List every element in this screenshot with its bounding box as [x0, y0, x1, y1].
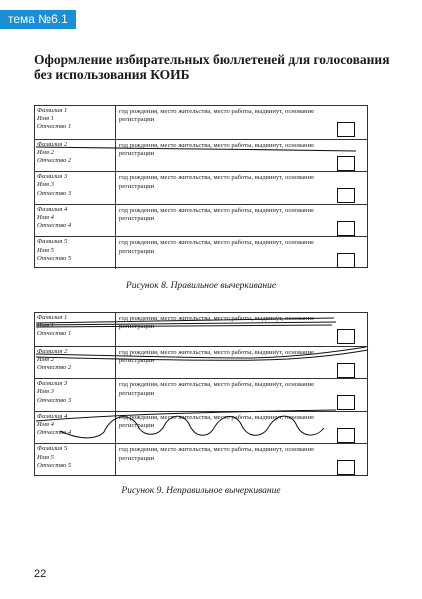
- ballot-row: [35, 313, 367, 346]
- candidate-name: Имя 4: [37, 420, 54, 428]
- page-number: 22: [34, 568, 47, 580]
- vote-checkbox[interactable]: [337, 253, 355, 268]
- ballot-row: [35, 411, 367, 444]
- candidate-name: Имя 2: [37, 355, 54, 363]
- vote-checkbox[interactable]: [337, 122, 355, 137]
- vote-checkbox[interactable]: [337, 221, 355, 236]
- vote-checkbox[interactable]: [337, 428, 355, 443]
- candidate-description: год рождения, место жительства, место работы, выдвинут, основание регистрации: [119, 239, 315, 255]
- column-divider: [115, 313, 116, 346]
- candidate-names: [37, 141, 115, 166]
- candidate-description: год рождения, место жительства, место работы, выдвинут, основание регистрации: [119, 206, 315, 223]
- ballot-row: [35, 443, 367, 476]
- ballot-row: [35, 106, 367, 139]
- candidate-surname: Фамилия 4: [37, 412, 68, 420]
- candidate-surname: Фамилия 5: [37, 238, 68, 246]
- candidate-patronymic: Отчество 1: [37, 330, 72, 338]
- candidate-name: Имя 4: [37, 213, 54, 221]
- candidate-patronymic: Отчество 4: [37, 222, 72, 230]
- candidate-description: год рождения, место жительства, место работы, выдвинут, основание регистрации: [119, 141, 315, 157]
- candidate-description: год рождения, место жительства, место работы, выдвинут, основание регистрации: [119, 446, 315, 462]
- vote-checkbox[interactable]: [337, 188, 355, 203]
- candidate-name: Имя 5: [37, 246, 54, 254]
- candidate-surname: Фамилия 1: [37, 314, 68, 321]
- candidate-names: [37, 173, 115, 198]
- candidate-names: [37, 314, 115, 339]
- column-divider: [115, 140, 116, 172]
- candidate-names: [37, 238, 115, 263]
- candidate-name: Имя 1: [37, 322, 54, 330]
- candidate-patronymic: Отчество 4: [37, 429, 72, 437]
- ballot-correct: [34, 105, 368, 268]
- topic-tab: тема №6.1: [0, 10, 76, 29]
- candidate-surname: Фамилия 2: [37, 140, 68, 148]
- page-title: Оформление избирательных бюллетеней для голосования без использования КОИБ: [34, 52, 390, 82]
- column-divider: [115, 106, 116, 139]
- vote-checkbox[interactable]: [337, 156, 355, 171]
- candidate-patronymic: Отчество 2: [37, 157, 72, 164]
- candidate-description: год рождения, место жительства, место работы, выдвинут, основание регистрации: [119, 381, 315, 397]
- candidate-names: [37, 380, 115, 405]
- column-divider: [115, 347, 116, 379]
- candidate-names: [37, 348, 115, 373]
- candidate-name: Имя 2: [37, 148, 54, 156]
- vote-checkbox[interactable]: [337, 329, 355, 344]
- candidate-description: год рождения, место жительства, место работы, выдвинут, основание регистрации: [119, 348, 315, 364]
- column-divider: [115, 412, 116, 444]
- column-divider: [115, 237, 116, 269]
- candidate-patronymic: Отчество 2: [37, 364, 72, 371]
- candidate-name: Имя 3: [37, 181, 54, 189]
- ballot-row: [35, 171, 367, 204]
- candidate-surname: Фамилия 4: [37, 205, 68, 213]
- candidate-description: год рождения, место жительства, место работы, выдвинут, основание регистрации: [119, 315, 315, 331]
- candidate-names: [37, 107, 115, 132]
- candidate-patronymic: Отчество 5: [37, 461, 72, 469]
- candidate-surname: Фамилия 3: [37, 380, 68, 388]
- candidate-name: Имя 1: [37, 115, 54, 123]
- candidate-name: Имя 3: [37, 388, 54, 396]
- ballot-row: [35, 346, 367, 379]
- ballot-row: [35, 204, 367, 237]
- figure-caption: Рисунок 9. Неправильное вычеркивание: [121, 486, 281, 496]
- candidate-surname: Фамилия 1: [37, 107, 68, 114]
- column-divider: [115, 379, 116, 411]
- column-divider: [115, 205, 116, 237]
- vote-checkbox[interactable]: [337, 363, 355, 378]
- candidate-description: год рождения, место жительства, место работы, выдвинут, основание регистрации: [119, 413, 315, 430]
- ballot-row: [35, 139, 367, 172]
- candidate-description: год рождения, место жительства, место работы, выдвинут, основание регистрации: [119, 174, 315, 190]
- candidate-patronymic: Отчество 5: [37, 254, 72, 262]
- ballot-row: [35, 236, 367, 269]
- candidate-patronymic: Отчество 3: [37, 189, 72, 197]
- candidate-names: [37, 413, 115, 438]
- candidate-patronymic: Отчество 1: [37, 123, 72, 131]
- candidate-surname: Фамилия 5: [37, 445, 68, 453]
- candidate-surname: Фамилия 3: [37, 173, 68, 181]
- ballot-incorrect: [34, 312, 368, 476]
- vote-checkbox[interactable]: [337, 460, 355, 475]
- column-divider: [115, 444, 116, 476]
- candidate-surname: Фамилия 2: [37, 347, 68, 355]
- candidate-patronymic: Отчество 3: [37, 396, 72, 404]
- candidate-names: [37, 445, 115, 470]
- vote-checkbox[interactable]: [337, 395, 355, 410]
- candidate-name: Имя 5: [37, 453, 54, 461]
- ballot-row: [35, 378, 367, 411]
- column-divider: [115, 172, 116, 204]
- figure-caption: Рисунок 8. Правильное вычеркивание: [125, 281, 277, 291]
- candidate-description: год рождения, место жительства, место работы, выдвинут, основание регистрации: [119, 108, 315, 124]
- candidate-names: [37, 206, 115, 231]
